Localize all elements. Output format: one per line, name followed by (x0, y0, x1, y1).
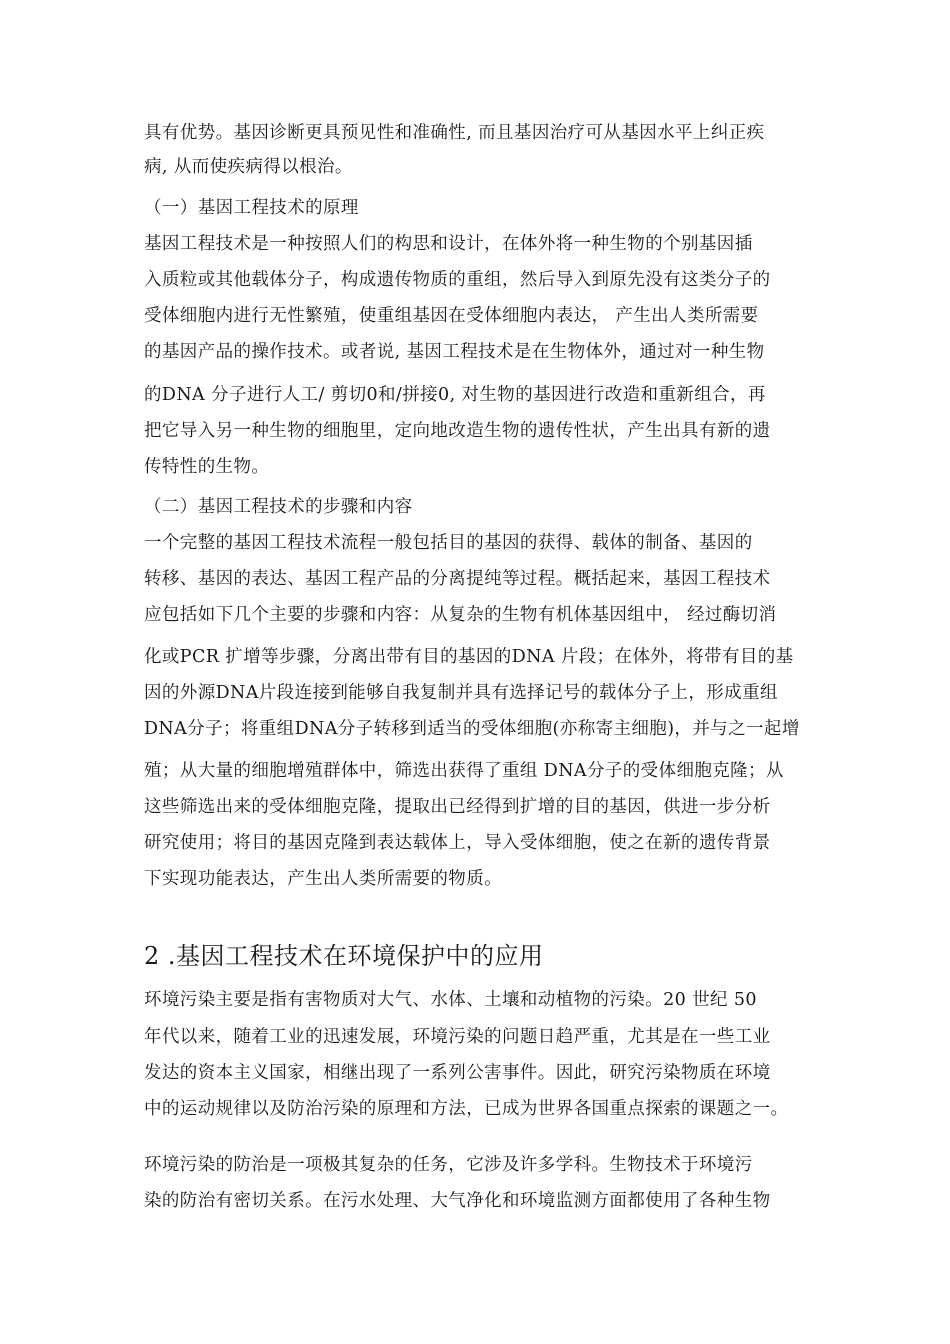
text-line: 环境污染主要是指有害物质对大气、水体、土壤和动植物的污染。20 世纪 50 (144, 990, 757, 1010)
subsection-heading: （二）基因工程技术的步骤和内容 (144, 497, 413, 517)
section-heading: 2 .基因工程技术在环境保护中的应用 (144, 942, 544, 970)
text-line: 基因工程技术是一种按照人们的构思和设计，在体外将一种生物的个别基因插 (144, 234, 753, 254)
text-line: 传特性的生物。 (144, 457, 270, 477)
text-line: 受体细胞内进行无性繁殖，使重组基因在受体细胞内表达， 产生出人类所需要 (144, 306, 759, 326)
text-line: 这些筛选出来的受体细胞克隆，提取出已经得到扩增的目的基因，供进一步分析 (144, 797, 771, 817)
text-line: 应包括如下几个主要的步骤和内容：从复杂的生物有机体基因组中， 经过酶切消 (144, 605, 777, 625)
text-line: 下实现功能表达，产生出人类所需要的物质。 (144, 869, 502, 889)
text-line: DNA分子；将重组DNA分子转移到适当的受体细胞(亦称寄主细胞)，并与之一起增 (144, 719, 800, 739)
text-line: 具有优势。基因诊断更具预见性和准确性, 而且基因治疗可从基因水平上纠正疾 (144, 123, 765, 143)
text-line: 转移、基因的表达、基因工程产品的分离提纯等过程。概括起来，基因工程技术 (144, 569, 771, 589)
subsection-heading: （一）基因工程技术的原理 (144, 198, 359, 218)
text-line: 入质粒或其他载体分子，构成遗传物质的重组，然后导入到原先没有这类分子的 (144, 270, 771, 290)
text-line: 化或PCR 扩增等步骤，分离出带有目的基因的DNA 片段；在体外，将带有目的基 (144, 647, 794, 667)
text-line: 殖；从大量的细胞增殖群体中，筛选出获得了重组 DNA分子的受体细胞克隆；从 (144, 761, 784, 781)
text-line: 一个完整的基因工程技术流程一般包括目的基因的获得、载体的制备、基因的 (144, 533, 753, 553)
text-line: 环境污染的防治是一项极其复杂的任务，它涉及许多学科。生物技术于环境污 (144, 1155, 753, 1175)
text-line: 因的外源DNA片段连接到能够自我复制并具有选择记号的载体分子上，形成重组 (144, 683, 778, 703)
text-line: 的基因产品的操作技术。或者说, 基因工程技术是在生物体外，通过对一种生物 (144, 342, 765, 362)
text-line: 发达的资本主义国家，相继出现了一系列公害事件。因此，研究污染物质在环境 (144, 1063, 771, 1083)
text-line: 染的防治有密切关系。在污水处理、大气净化和环境监测方面都使用了各种生物 (144, 1191, 771, 1211)
text-line: 年代以来，随着工业的迅速发展，环境污染的问题日趋严重，尤其是在一些工业 (144, 1027, 771, 1047)
text-line: 病, 从而使疾病得以根治。 (144, 157, 353, 177)
text-line: 把它导入另一种生物的细胞里，定向地改造生物的遗传性状，产生出具有新的遗 (144, 421, 771, 441)
text-line: 中的运动规律以及防治污染的原理和方法，已成为世界各国重点探索的课题之一。 (144, 1099, 789, 1119)
text-line: 的DNA 分子进行人工/ 剪切0和/拼接0, 对生物的基因进行改造和重新组合，再 (144, 385, 766, 405)
text-line: 研究使用；将目的基因克隆到表达载体上，导入受体细胞，使之在新的遗传背景 (144, 833, 771, 853)
